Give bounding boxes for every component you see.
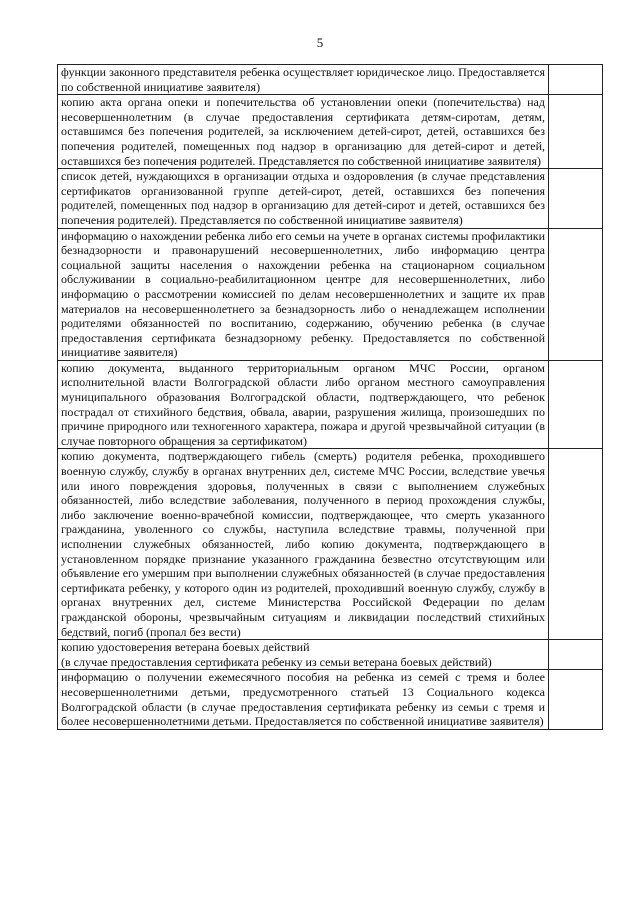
table-row bbox=[58, 360, 603, 449]
empty-cell bbox=[549, 360, 603, 449]
document-description: копию документа, подтверждающего гибель (смерть) родителя ребенка, проходившего военную службу, службу в органах внутренних дел, системе МЧС России, вследствие увечья или иного повреждения здоровья, полученных в связи с выполнением служебных обязанностей, либо вследствие заболевания, полученного в период прохождения службы, либо заключение военно-врачебной комиссии, подтверждающее, что смерть указанного гражданина, уволенного со службы, наступила вследствие травмы, полученной при исполнении служебных обязанностей, либо копию документа, подтверждающего в установленном порядке признание указанного гражданина безвестно отсутствующим или объявление его умершим при выполнении служебных обязанностей (в случае предоставления сертификата ребенку, у которого один из родителей, проходивший военную службу, службу в органах внутренних дел, системе Министерства Российской Федерации по делам гражданской обороны, чрезвычайным ситуациям и ликвидации последствий стихийных бедствий, погиб (пропал без вести) bbox=[58, 449, 549, 640]
description-line: (в случае предоставления сертификата ребенку из семьи ветерана боевых действий) bbox=[61, 654, 492, 669]
document-description: информацию о получении ежемесячного пособия на ребенка из семей с тремя и более несовершеннолетними детьми, предусмотренного статьей 13 Социального кодекса Волгоградской области (в случае предоставления сертификата ребенку из семьи с тремя и более несовершеннолетними детьми. Предоставляется по собственной инициативе заявителя) bbox=[58, 670, 549, 729]
description-line: копию удостоверения ветерана боевых действий bbox=[61, 640, 310, 655]
empty-cell bbox=[549, 95, 603, 169]
documents-table bbox=[57, 64, 603, 730]
table-row bbox=[58, 169, 603, 228]
document-description: функции законного представителя ребенка осуществляет юридическое лицо. Предоставляется по собственной инициативе заявителя) bbox=[58, 65, 549, 95]
table-row bbox=[58, 640, 603, 670]
document-description: информацию о нахождении ребенка либо его семьи на учете в органах системы профилактики безнадзорности и правонарушений несовершеннолетних, либо информацию центра социальной защиты населения о нахождении ребенка на стационарном социальном обслуживании в социально-реабилитационном центре для несовершеннолетних, либо информацию о рассмотрении комиссией по делам несовершеннолетних и защите их прав материалов на несовершеннолетнего за безнадзорность либо о ненадлежащем исполнении родителями обязанностей по воспитанию, содержанию, обучению ребенка (в случае предоставления сертификата безнадзорному ребенку. Предоставляется по собственной инициативе заявителя) bbox=[58, 228, 549, 360]
table-row bbox=[58, 670, 603, 729]
document-description bbox=[58, 640, 549, 670]
document-description: список детей, нуждающихся в организации отдыха и оздоровления (в случае представления сертификатов организованной группе детей-сирот, детей, оставшихся без попечения родителей, помещенных под надзор в организацию для детей-сирот и детей, оставшихся без попечения родителей). Представляется по собственной инициативе заявителя) bbox=[58, 169, 549, 228]
document-description: копию акта органа опеки и попечительства об установлении опеки (попечительства) над несовершеннолетним (в случае предоставления сертификата детям-сиротам, детям, оставшимся без попечения родителей, за исключением детей-сирот, детей, оставшихся без попечения родителей, помещенных под надзор в организацию для детей-сирот и детей, оставшихся без попечения родителей. Представляется по собственной инициативе заявителя) bbox=[58, 95, 549, 169]
empty-cell bbox=[549, 640, 603, 670]
document-description: копию документа, выданного территориальным органом МЧС России, органом исполнительной власти Волгоградской области либо органом местного самоуправления муниципального образования Волгоградской области, подтверждающего, что ребенок пострадал от стихийного бедствия, обвала, аварии, разрушения жилища, произошедших по причине природного или техногенного характера, пожара и другой чрезвычайной ситуации (в случае повторного обращения за сертификатом) bbox=[58, 360, 549, 449]
page-number: 5 bbox=[316, 35, 324, 50]
table-row bbox=[58, 449, 603, 640]
table-row bbox=[58, 65, 603, 95]
empty-cell bbox=[549, 65, 603, 95]
table-row bbox=[58, 228, 603, 360]
empty-cell bbox=[549, 228, 603, 360]
empty-cell bbox=[549, 670, 603, 729]
empty-cell bbox=[549, 169, 603, 228]
empty-cell bbox=[549, 449, 603, 640]
table-row bbox=[58, 95, 603, 169]
